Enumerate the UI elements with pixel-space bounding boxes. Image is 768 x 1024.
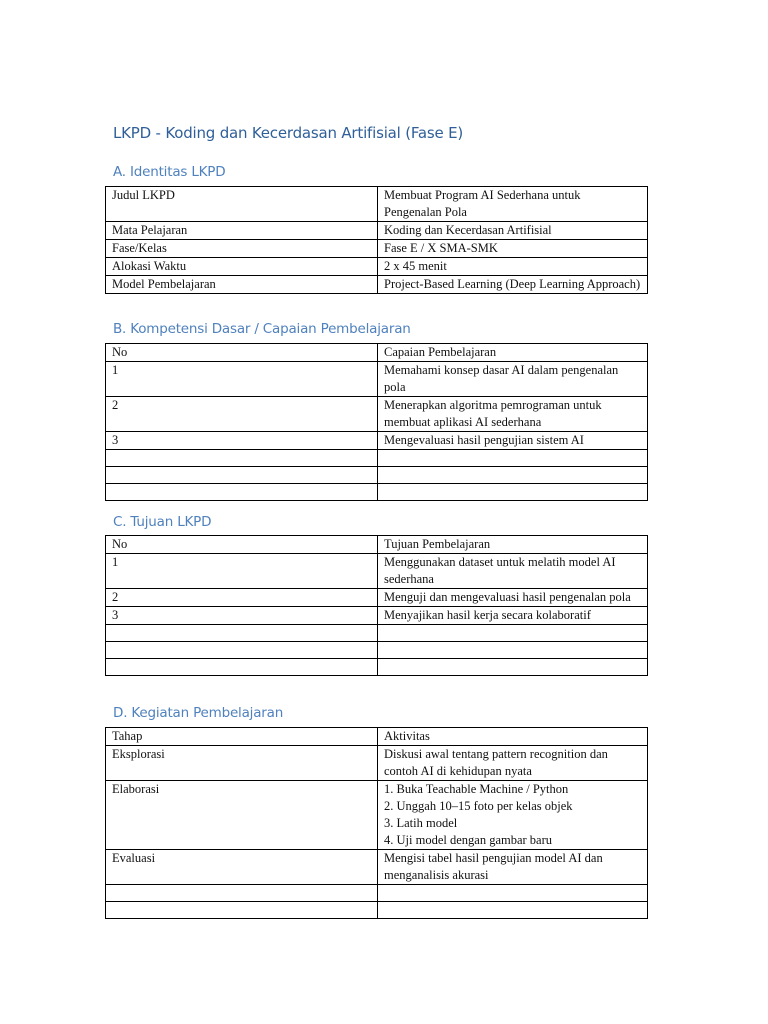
empty-table-row	[106, 885, 648, 902]
column-header: Tujuan Pembelajaran	[378, 536, 648, 554]
table-cell: Fase E / X SMA-SMK	[378, 240, 648, 258]
table-cell: Eksplorasi	[106, 746, 378, 781]
activities-table	[105, 727, 648, 919]
column-header: Tahap	[106, 728, 378, 746]
table-cell: Menguji dan mengevaluasi hasil pengenalan pola	[378, 589, 648, 607]
table-cell: Koding dan Kecerdasan Artifisial	[378, 222, 648, 240]
empty-cell	[378, 467, 648, 484]
empty-table-row	[106, 659, 648, 676]
objectives-table	[105, 535, 648, 676]
empty-cell	[106, 902, 378, 919]
table-cell: Alokasi Waktu	[106, 258, 378, 276]
table-cell: Judul LKPD	[106, 187, 378, 222]
empty-cell	[106, 659, 378, 676]
table-header-row	[106, 536, 648, 554]
empty-cell	[106, 467, 378, 484]
table-cell: Menerapkan algoritma pemrograman untuk membuat aplikasi AI sederhana	[378, 397, 648, 432]
empty-table-row	[106, 450, 648, 467]
column-header: Aktivitas	[378, 728, 648, 746]
table-cell: Fase/Kelas	[106, 240, 378, 258]
empty-cell	[106, 642, 378, 659]
table-cell: 1. Buka Teachable Machine / Python 2. Unggah 10–15 foto per kelas objek 3. Latih model 4. Uji model dengan gambar baru	[378, 781, 648, 850]
table-cell: Model Pembelajaran	[106, 276, 378, 294]
table-cell: Evaluasi	[106, 850, 378, 885]
table-row	[106, 746, 648, 781]
table-cell: Diskusi awal tentang pattern recognition dan contoh AI di kehidupan nyata	[378, 746, 648, 781]
empty-table-row	[106, 625, 648, 642]
empty-table-row	[106, 467, 648, 484]
column-header: No	[106, 536, 378, 554]
table-row	[106, 362, 648, 397]
table-row	[106, 607, 648, 625]
empty-cell	[378, 902, 648, 919]
empty-cell	[378, 885, 648, 902]
table-cell: Mata Pelajaran	[106, 222, 378, 240]
table-row	[106, 276, 648, 294]
table-row	[106, 589, 648, 607]
table-cell: 2	[106, 397, 378, 432]
table-cell: 2	[106, 589, 378, 607]
table-row	[106, 222, 648, 240]
empty-cell	[106, 484, 378, 501]
table-cell: Membuat Program AI Sederhana untuk Pengenalan Pola	[378, 187, 648, 222]
table-cell: Menyajikan hasil kerja secara kolaboratif	[378, 607, 648, 625]
table-cell: 3	[106, 432, 378, 450]
table-row	[106, 258, 648, 276]
table-cell: Mengisi tabel hasil pengujian model AI dan menganalisis akurasi	[378, 850, 648, 885]
empty-cell	[106, 625, 378, 642]
empty-cell	[378, 450, 648, 467]
document-title: LKPD - Koding dan Kecerdasan Artifisial (Fase E)	[113, 124, 464, 142]
table-row	[106, 554, 648, 589]
section-b-heading: B. Kompetensi Dasar / Capaian Pembelajaran	[113, 321, 411, 337]
table-header-row	[106, 344, 648, 362]
empty-table-row	[106, 642, 648, 659]
table-row	[106, 187, 648, 222]
table-cell: Memahami konsep dasar AI dalam pengenalan pola	[378, 362, 648, 397]
empty-table-row	[106, 484, 648, 501]
empty-cell	[106, 885, 378, 902]
column-header: Capaian Pembelajaran	[378, 344, 648, 362]
empty-cell	[106, 450, 378, 467]
empty-cell	[378, 484, 648, 501]
table-cell: Menggunakan dataset untuk melatih model AI sederhana	[378, 554, 648, 589]
table-row	[106, 781, 648, 850]
competency-table	[105, 343, 648, 501]
table-header-row	[106, 728, 648, 746]
table-cell: Project-Based Learning (Deep Learning Approach)	[378, 276, 648, 294]
table-row	[106, 397, 648, 432]
section-c-heading: C. Tujuan LKPD	[113, 514, 212, 530]
section-d-heading: D. Kegiatan Pembelajaran	[113, 705, 284, 721]
column-header: No	[106, 344, 378, 362]
table-cell: 3	[106, 607, 378, 625]
empty-cell	[378, 659, 648, 676]
table-cell: 1	[106, 362, 378, 397]
empty-cell	[378, 642, 648, 659]
table-row	[106, 432, 648, 450]
table-cell: Elaborasi	[106, 781, 378, 850]
table-cell: Mengevaluasi hasil pengujian sistem AI	[378, 432, 648, 450]
empty-table-row	[106, 902, 648, 919]
table-cell: 2 x 45 menit	[378, 258, 648, 276]
empty-cell	[378, 625, 648, 642]
table-cell: 1	[106, 554, 378, 589]
identity-table	[105, 186, 648, 294]
table-row	[106, 850, 648, 885]
table-row	[106, 240, 648, 258]
section-a-heading: A. Identitas LKPD	[113, 164, 226, 180]
